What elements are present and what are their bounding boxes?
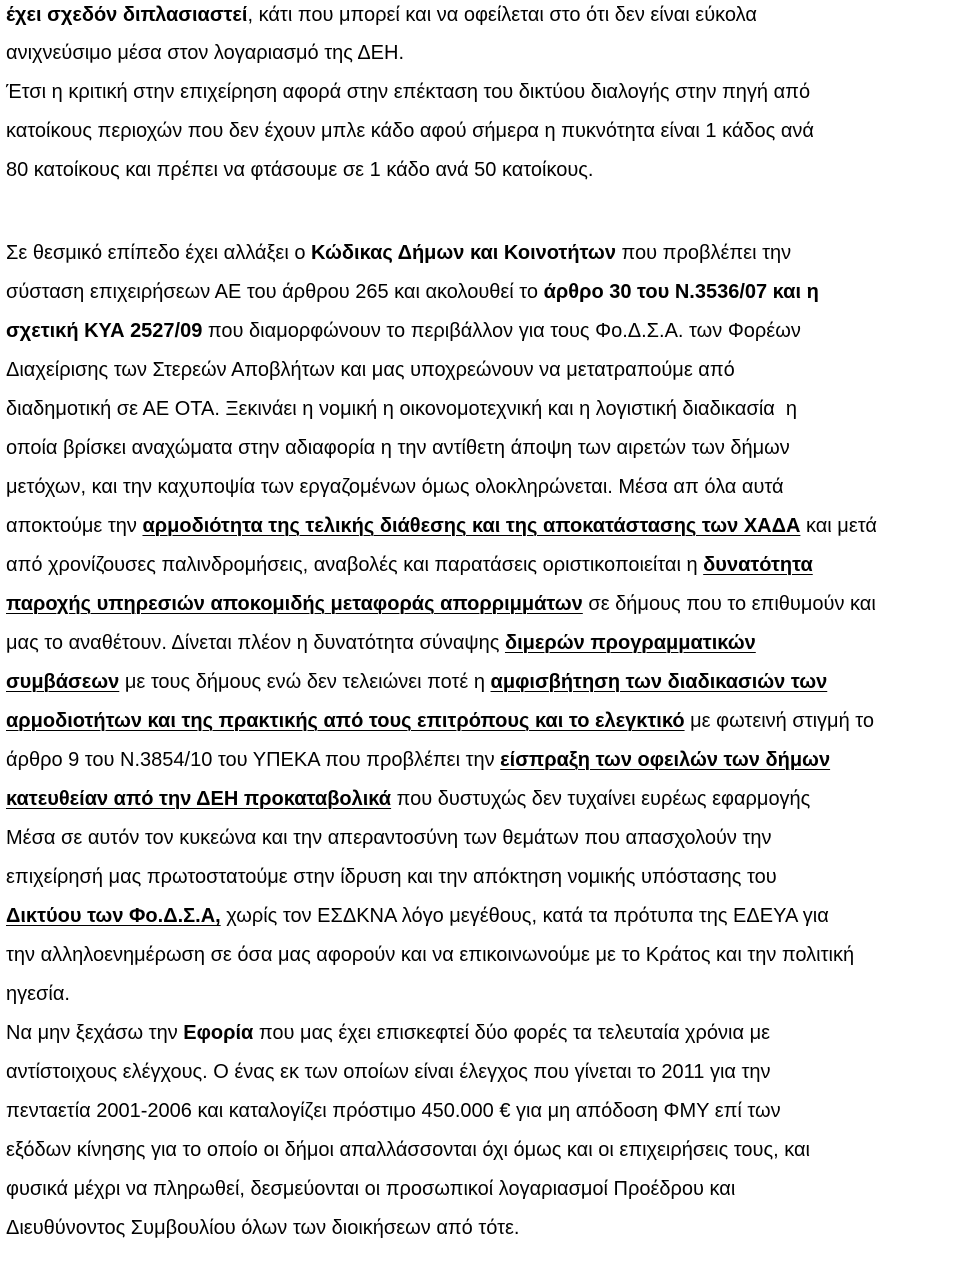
text-line [6,864,777,890]
emphasized-text: αρμοδιότητα της τελικής διάθεσης και της αποκατάστασης των ΧΑΔΑ [142,515,801,537]
text-segment: Διευθύνοντος Συμβουλίου όλων των διοικήσεων από τότε. [6,1217,520,1239]
text-line [6,669,827,695]
text-line [6,240,791,266]
text-segment: και μετά [800,515,877,537]
text-segment: άρθρο 9 του Ν.3854/10 του ΥΠΕΚΑ που προβλέπει την [6,749,501,771]
text-segment: κατοίκους περιοχών που δεν έχουν μπλε κάδο αφού σήμερα η πυκνότητα είναι 1 κάδος ανά [6,120,814,142]
emphasized-text: αρμοδιοτήτων και της πρακτικής από τους επιτρόπους και το ελεγκτικό [6,710,685,732]
emphasized-text: έχει σχεδόν διπλασιαστεί [6,4,248,26]
text-line [6,981,70,1007]
text-segment: χωρίς τον ΕΣΔΚΝΑ λόγο μεγέθους, κατά τα πρότυπα της ΕΔΕΥΑ για [220,905,829,927]
text-line [6,40,404,66]
emphasized-text: συμβάσεων [6,671,120,693]
text-line [6,1137,810,1163]
text-line [6,825,772,851]
text-segment: μετόχων, και την καχυποψία των εργαζομένων όμως ολοκληρώνεται. Μέσα απ όλα αυτά [6,476,784,498]
emphasized-text: διμερών προγραμματικών [504,632,756,654]
text-line [6,942,854,968]
text-segment: ηγεσία. [6,983,70,1005]
text-line [6,1059,771,1085]
text-line [6,747,830,773]
text-segment: Σε θεσμικό επίπεδο έχει αλλάξει ο [6,242,312,264]
text-segment: σε δήμους που το επιθυμούν και [582,593,876,615]
text-segment: που προβλέπει την [615,242,792,264]
emphasized-text: Δικτύου των Φο.Δ.Σ.Α, [6,905,221,927]
emphasized-text: είσπραξη των οφειλών των δήμων [500,749,831,771]
text-segment: που διαμορφώνουν το περιβάλλον για τους Φο.Δ.Σ.Α. των Φορέων [202,320,801,342]
text-segment: Μέσα σε αυτόν τον κυκεώνα και την απεραντοσύνη των θεμάτων που απασχολούν την [6,827,772,849]
text-segment: 80 κατοίκους και πρέπει να φτάσουμε σε 1 κάδο ανά 50 κατοίκους. [6,159,594,181]
text-line [6,1176,735,1202]
text-segment: Έτσι η κριτική στην επιχείρηση αφορά στην επέκταση του δικτύου διαλογής στην πηγή από [6,81,811,103]
emphasized-text: Κώδικας Δήμων και Κοινοτήτων [311,242,616,264]
text-segment: Διαχείρισης των Στερεών Αποβλήτων και μας υποχρεώνουν να μετατραπούμε από [6,359,735,381]
text-segment: εξόδων κίνησης για το οποίο οι δήμοι απαλλάσσονται όχι όμως και οι επιχειρήσεις τους, και [6,1139,810,1161]
text-line [6,279,819,305]
text-line [6,1020,770,1046]
text-line [6,552,813,578]
text-segment: πενταετία 2001-2006 και καταλογίζει πρόστιμο 450.000 € για μη απόδοση ΦΜΥ επί των [6,1100,781,1122]
text-segment: με φωτεινή στιγμή το [684,710,874,732]
text-line [6,708,874,734]
text-line [6,79,810,105]
text-segment: φυσικά μέχρι να πληρωθεί, δεσμεύονται οι προσωπικοί λογαριασμοί Προέδρου και [6,1178,736,1200]
text-line [6,903,829,929]
text-segment: που δυστυχώς δεν τυχαίνει ευρέως εφαρμογής [391,788,811,810]
emphasized-text: σχετική ΚΥΑ 2527/09 [6,320,203,342]
text-line [6,513,877,539]
text-line [6,396,797,422]
text-segment: ανιχνεύσιμο μέσα στον λογαριασμό της ΔΕΗ. [6,42,405,64]
text-line [6,2,757,28]
text-line [6,630,756,656]
text-line [6,1215,519,1241]
text-line [6,474,784,500]
text-line [6,591,876,617]
text-segment: που μας έχει επισκεφτεί δύο φορές τα τελευταία χρόνια με [253,1022,771,1044]
text-line [6,118,814,144]
text-line [6,435,790,461]
text-line [6,786,810,812]
text-segment: από χρονίζουσες παλινδρομήσεις, αναβολές και παρατάσεις οριστικοποιείται η [6,554,704,576]
text-segment: αντίστοιχους ελέγχους. Ο ένας εκ των οποίων είναι έλεγχος που γίνεται το 2011 για την [6,1061,771,1083]
emphasized-text: άρθρο 30 του Ν.3536/07 και η [543,281,819,303]
text-segment: οποία βρίσκει αναχώματα στην αδιαφορία η την αντίθετη άποψη των αιρετών των δήμων [6,437,790,459]
text-segment: Να μην ξεχάσω την [6,1022,184,1044]
text-segment: επιχείρησή μας πρωτοστατούμε στην ίδρυση και την απόκτηση νομικής υπόστασης του [6,866,777,888]
text-segment: με τους δήμους ενώ δεν τελειώνει ποτέ η [119,671,491,693]
text-segment: αποκτούμε την [6,515,143,537]
text-segment: σύσταση επιχειρήσεων ΑΕ του άρθρου 265 και ακολουθεί το [6,281,544,303]
text-segment: μας το αναθέτουν. Δίνεται πλέον η δυνατότητα σύναψης [6,632,505,654]
emphasized-text: αμφισβήτηση των διαδικασιών των [490,671,828,693]
text-line [6,1098,781,1124]
text-segment: , κάτι που μπορεί και να οφείλεται στο ότι δεν είναι εύκολα [247,4,757,26]
text-line [6,357,735,383]
emphasized-text: Εφορία [183,1022,254,1044]
text-segment: διαδημοτική σε ΑΕ ΟΤΑ. Ξεκινάει η νομική η οικονομοτεχνική και η λογιστική διαδικασία η [6,398,798,420]
text-segment: την αλληλοενημέρωση σε όσα μας αφορούν και να επικοινωνούμε με το Κράτος και την πολιτική [6,944,855,966]
text-line [6,318,801,344]
emphasized-text: παροχής υπηρεσιών αποκομιδής μεταφοράς απορριμμάτων [6,593,583,615]
text-line [6,157,593,183]
emphasized-text: δυνατότητα [703,554,813,576]
emphasized-text: κατευθείαν από την ΔΕΗ προκαταβολικά [6,788,392,810]
